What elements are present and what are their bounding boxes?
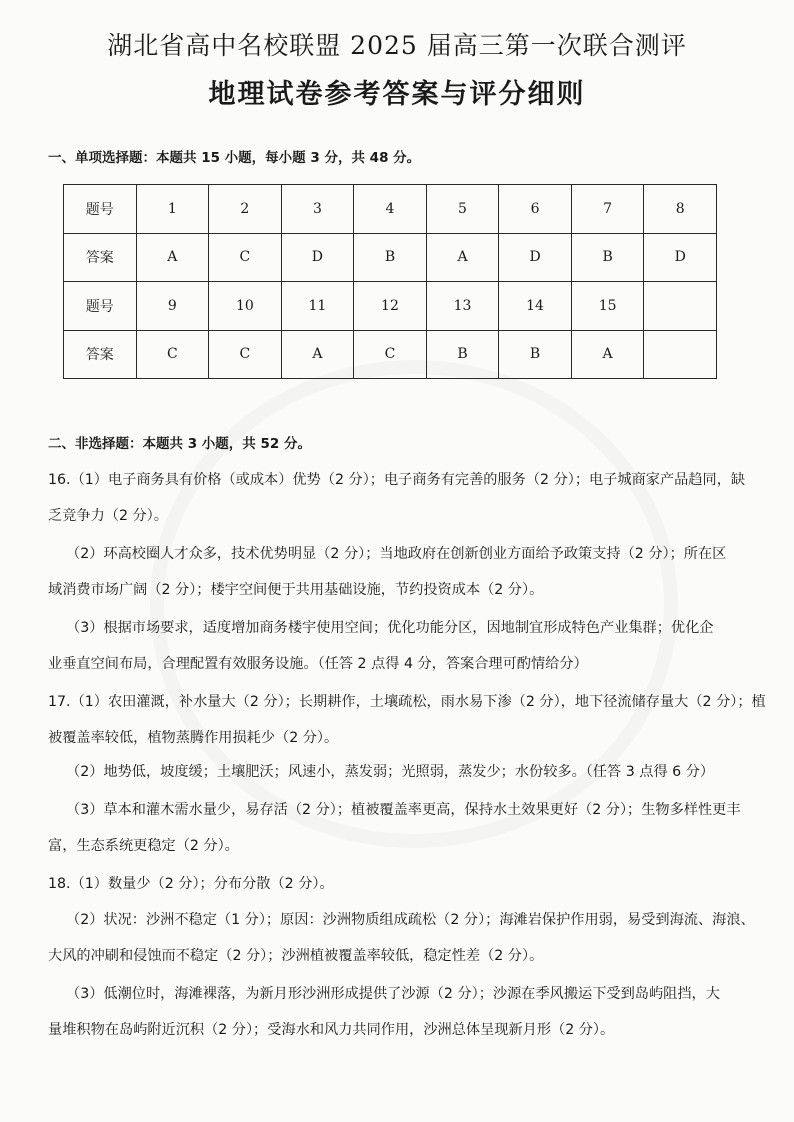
table-cell <box>644 282 717 331</box>
table-cell: 14 <box>499 282 572 331</box>
table-row-label: 答案 <box>64 330 137 379</box>
q16-line-5: （3）根据市场要求，适度增加商务楼宇使用空间；优化功能分区，因地制宜形成特色产业集群；优化企 <box>66 620 714 636</box>
q16-line-1: 16.（1）电子商务具有价格（或成本）优势（2 分）；电子商务有完善的服务（2 分）；电子城商家产品趋同，缺 <box>48 472 746 488</box>
table-cell: A <box>136 233 209 282</box>
table-cell: 7 <box>571 185 644 234</box>
table-cell: D <box>644 233 717 282</box>
table-cell: B <box>354 233 427 282</box>
table-row <box>64 185 717 234</box>
q17-line-5: 富，生态系统更稳定（2 分）。 <box>48 838 239 854</box>
table-cell: A <box>426 233 499 282</box>
q16-line-2: 乏竞争力（2 分）。 <box>48 508 168 524</box>
table-cell: 3 <box>281 185 354 234</box>
table-cell: C <box>209 233 282 282</box>
answer-table <box>63 184 717 379</box>
q16-line-4: 域消费市场广阔（2 分）；楼宇空间便于共用基础设施，节约投资成本（2 分）。 <box>48 582 544 598</box>
table-cell: 9 <box>136 282 209 331</box>
table-cell: 1 <box>136 185 209 234</box>
q17-line-1: 17.（1）农田灌溉，补水量大（2 分）；长期耕作，土壤疏松，雨水易下渗（2 分），地下径流储存量大（2 分）；植 <box>48 694 766 710</box>
table-cell: 5 <box>426 185 499 234</box>
table-cell: C <box>136 330 209 379</box>
table-cell: D <box>281 233 354 282</box>
table-cell: B <box>571 233 644 282</box>
table-cell: A <box>281 330 354 379</box>
table-cell: 4 <box>354 185 427 234</box>
q18-line-3: 大风的冲刷和侵蚀而不稳定（2 分）；沙洲植被覆盖率较低，稳定性差（2 分）。 <box>48 948 544 964</box>
q18-line-5: 量堆积物在岛屿附近沉积（2 分）；受海水和风力共同作用，沙洲总体呈现新月形（2 分）。 <box>48 1022 615 1038</box>
q16-line-6: 业垂直空间布局，合理配置有效服务设施。（任答 2 点得 4 分，答案合理可酌情给分） <box>48 656 588 672</box>
q17-line-4: （3）草本和灌木需水量少，易存活（2 分）；植被覆盖率更高，保持水土效果更好（2 分）；生物多样性更丰 <box>66 802 741 818</box>
table-row <box>64 330 717 379</box>
table-row <box>64 233 717 282</box>
table-row <box>64 282 717 331</box>
table-cell: 8 <box>644 185 717 234</box>
q17-line-3: （2）地势低，坡度缓；土壤肥沃；风速小，蒸发弱；光照弱，蒸发少；水份较多。（任答 3 点得 6 分） <box>66 764 715 780</box>
table-cell: 6 <box>499 185 572 234</box>
table-cell: C <box>209 330 282 379</box>
table-cell: D <box>499 233 572 282</box>
q16-line-3: （2）环高校圈人才众多，技术优势明显（2 分）；当地政府在创新创业方面给予政策支持（2 分）；所在区 <box>66 546 727 562</box>
page-subtitle: 地理试卷参考答案与评分细则 <box>208 79 586 110</box>
section-2-heading: 二、非选择题：本题共 3 小题，共 52 分。 <box>48 436 311 452</box>
table-cell: A <box>571 330 644 379</box>
q17-line-2: 被覆盖率较低，植物蒸腾作用损耗少（2 分）。 <box>48 730 339 746</box>
table-row-label: 题号 <box>64 282 137 331</box>
table-cell: 10 <box>209 282 282 331</box>
q18-line-1: 18.（1）数量少（2 分）；分布分散（2 分）。 <box>48 876 334 892</box>
table-cell: 11 <box>281 282 354 331</box>
q18-line-4: （3）低潮位时，海滩裸落，为新月形沙洲形成提供了沙源（2 分）；沙源在季风搬运下受到岛屿阻挡，大 <box>66 986 720 1002</box>
table-cell: 15 <box>571 282 644 331</box>
section-1-heading: 一、单项选择题：本题共 15 小题，每小题 3 分，共 48 分。 <box>48 150 421 166</box>
page-title: 湖北省高中名校联盟 2025 届高三第一次联合测评 <box>107 31 687 60</box>
table-cell: B <box>499 330 572 379</box>
table-cell: 12 <box>354 282 427 331</box>
table-cell: 13 <box>426 282 499 331</box>
table-row-label: 题号 <box>64 185 137 234</box>
table-cell <box>644 330 717 379</box>
table-cell: 2 <box>209 185 282 234</box>
table-row-label: 答案 <box>64 233 137 282</box>
table-cell: C <box>354 330 427 379</box>
table-cell: B <box>426 330 499 379</box>
q18-line-2: （2）状况：沙洲不稳定（1 分）；原因：沙洲物质组成疏松（2 分）；海滩岩保护作用弱，易受到海流、海浪、 <box>66 912 755 928</box>
